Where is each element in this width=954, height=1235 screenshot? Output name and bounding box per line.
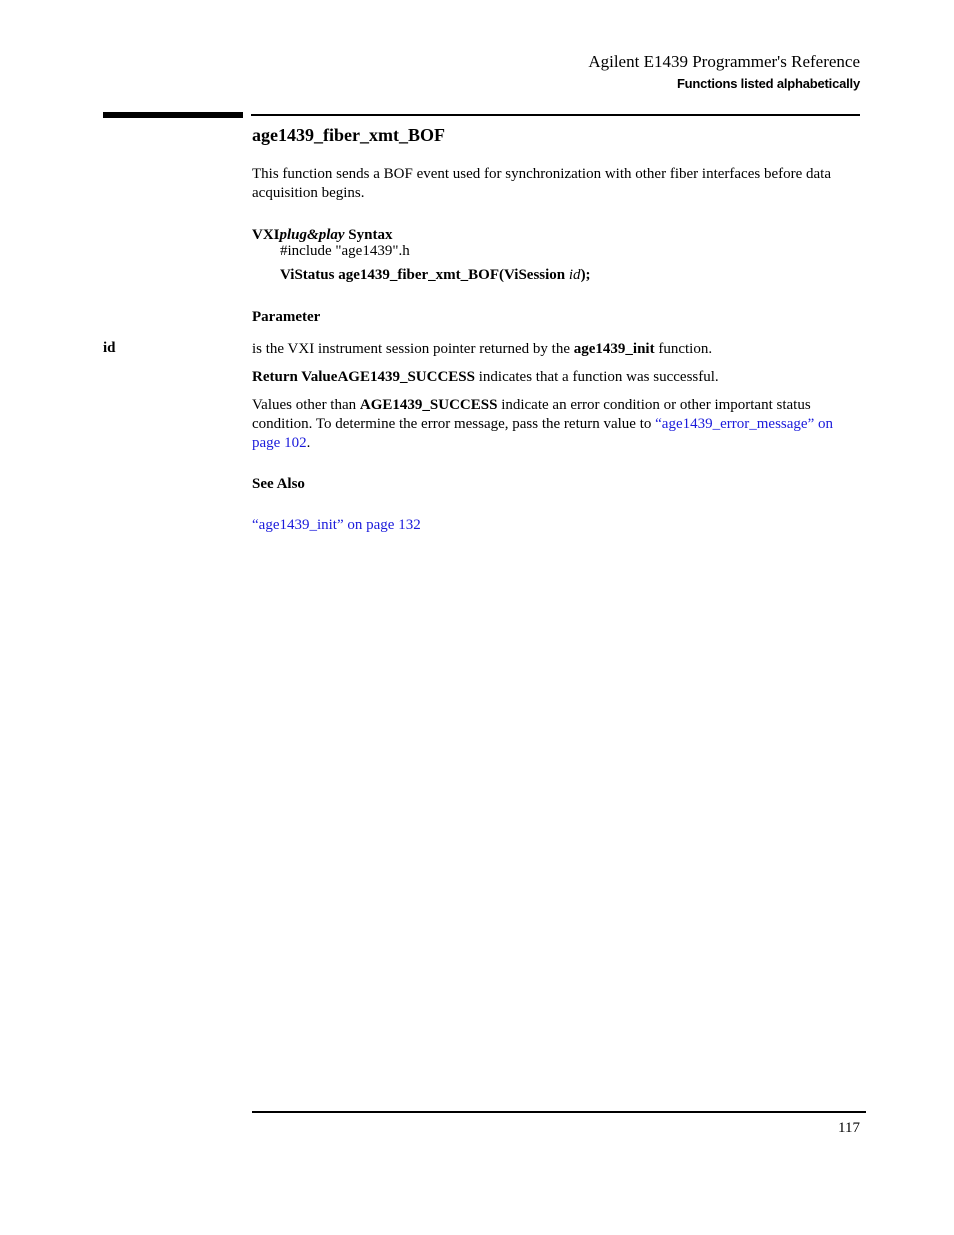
prototype-param: id — [568, 267, 581, 283]
syntax-heading — [252, 227, 392, 244]
include-line: #include "age1439".h — [280, 243, 410, 259]
return-value-constant: AGE1439_SUCCESS — [337, 369, 475, 385]
syntax-heading-suffix: Syntax — [344, 227, 393, 243]
param-desc-bold: age1439_init — [573, 341, 655, 357]
page-number: 117 — [838, 1120, 860, 1136]
header-thick-rule — [103, 112, 243, 118]
return-value-text: indicates that a function was successful. — [474, 369, 719, 385]
parameter-heading: Parameter — [252, 309, 321, 325]
values-other-suffix: . — [306, 435, 311, 451]
syntax-heading-prefix: VXI — [252, 227, 280, 243]
function-prototype — [280, 267, 591, 284]
parameter-description — [252, 340, 860, 359]
see-also-init-link[interactable]: “age1439_init” on page 132 — [252, 517, 421, 533]
prototype-prefix: ViStatus age1439_fiber_xmt_BOF(ViSession — [280, 267, 569, 283]
error-message-link[interactable]: “age1439_error_message” on page 102 — [252, 416, 833, 451]
prototype-suffix: ); — [580, 267, 591, 283]
running-header-title: Agilent E1439 Programmer's Reference — [588, 52, 860, 71]
values-other-prefix: Values other than — [252, 397, 360, 413]
footer-rule — [252, 1111, 866, 1113]
function-title: age1439_fiber_xmt_BOF — [252, 125, 445, 145]
running-header-section: Functions listed alphabetically — [676, 76, 860, 91]
parameter-name: id — [103, 340, 116, 356]
syntax-heading-italic: plug&play — [279, 227, 345, 243]
return-value-heading: Return Value — [252, 369, 338, 385]
values-other-paragraph — [252, 396, 860, 453]
param-desc-prefix: is the VXI instrument session pointer returned by the — [252, 341, 574, 357]
values-other-middle: indicate an error condition or other important status condition. To determine the error message, pass the return value to — [252, 397, 811, 432]
see-also-heading: See Also — [252, 476, 305, 492]
header-thin-rule — [251, 114, 860, 116]
function-description: This function sends a BOF event used for synchronization with other fiber interfaces before data acquisition begins. — [252, 166, 831, 201]
param-desc-suffix: function. — [654, 341, 713, 357]
return-value-line — [252, 368, 860, 387]
values-other-constant: AGE1439_SUCCESS — [359, 397, 498, 413]
